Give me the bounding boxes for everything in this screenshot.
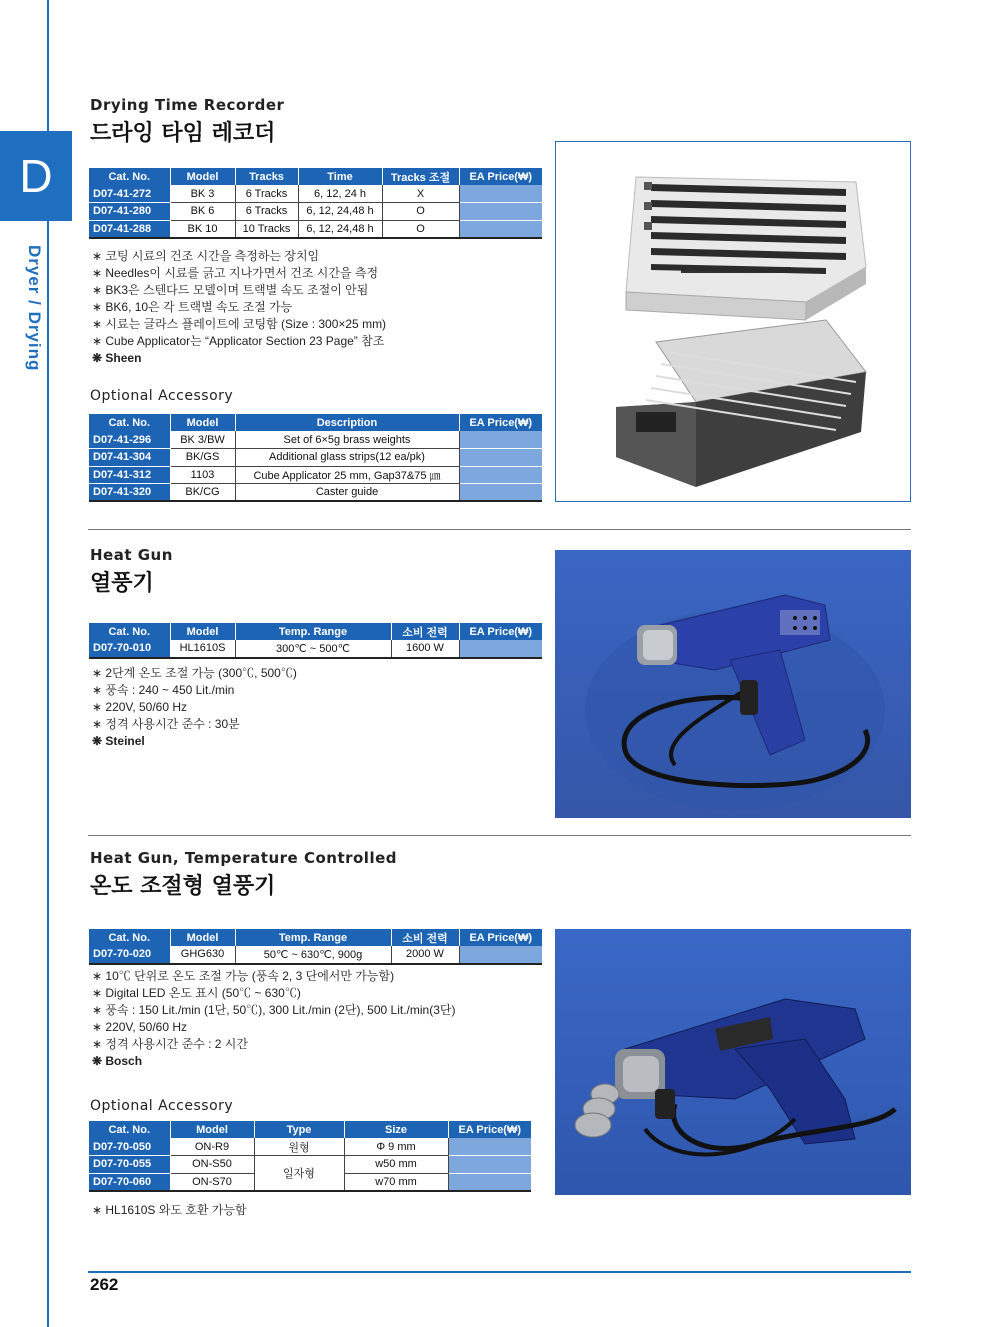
time: 6, 12, 24,48 h (298, 220, 382, 238)
cat-no: D07-70-050 (89, 1138, 170, 1156)
cat-no: D07-41-320 (89, 484, 170, 502)
temp-range: 300℃ ~ 500℃ (235, 640, 391, 658)
model: BK 3/BW (170, 431, 235, 449)
note-line: ∗ 220V, 50/60 Hz (92, 700, 188, 714)
size: w70 mm (344, 1173, 448, 1191)
col-header: Description (235, 414, 459, 431)
accessory-title: Optional Accessory (90, 388, 234, 404)
model: GHG630 (170, 946, 235, 964)
drying-time-recorder-section (90, 96, 284, 147)
note-line: ∗ 10℃ 단위로 온도 조절 가능 (풍속 2, 3 단에서만 가능함) (92, 969, 395, 983)
model: BK 3 (170, 185, 235, 203)
tracks-adjust: O (382, 220, 459, 238)
note-line: ∗ 정격 사용시간 준수 : 30분 (92, 717, 240, 731)
description: Set of 6×5g brass weights (235, 431, 459, 449)
col-header: Model (170, 1121, 254, 1138)
tracks: 6 Tracks (235, 185, 298, 203)
model: 1103 (170, 466, 235, 484)
col-header: 소비 전력 (391, 623, 459, 640)
accessory-table-wrap (89, 414, 542, 502)
model: BK 6 (170, 203, 235, 221)
time: 6, 12, 24 h (298, 185, 382, 203)
col-header: Cat. No. (89, 623, 170, 640)
model: BK/GS (170, 449, 235, 467)
model: ON-S50 (170, 1156, 254, 1174)
col-header: EA Price(₩) (459, 414, 542, 431)
table-header (89, 623, 542, 640)
cat-no: D07-41-288 (89, 220, 170, 238)
size: w50 mm (344, 1156, 448, 1174)
temp-heat-gun-notes (92, 968, 455, 1070)
col-header: 소비 전력 (391, 929, 459, 946)
description: Cube Applicator 25 mm, Gap37&75 ㎛ (235, 466, 459, 484)
col-header: Model (170, 623, 235, 640)
temp-range: 50℃ ~ 630℃, 900g (235, 946, 391, 964)
section-title-en: Heat Gun (90, 546, 173, 564)
note-line: ∗ 2단계 온도 조절 가능 (300℃, 500℃) (92, 666, 297, 680)
cat-no: D07-41-312 (89, 466, 170, 484)
section-vertical-label: Dryer / Drying (25, 245, 44, 372)
price-cell (459, 220, 542, 238)
bosch-heat-gun-photo (555, 929, 911, 1195)
price-cell (448, 1156, 531, 1174)
note-line: ∗ 정격 사용시간 준수 : 2 시간 (92, 1037, 248, 1051)
col-header: Cat. No. (89, 414, 170, 431)
price-cell (459, 203, 542, 221)
cat-no: D07-41-304 (89, 449, 170, 467)
table-row (89, 1156, 531, 1174)
description: Additional glass strips(12 ea/pk) (235, 449, 459, 467)
nozzle-table (89, 1121, 531, 1192)
brand-line: ❋ Bosch (92, 1054, 143, 1068)
accessory-title: Optional Accessory (90, 1098, 234, 1114)
cat-no: D07-41-280 (89, 203, 170, 221)
section-title-ko: 열풍기 (90, 571, 154, 596)
section-title-ko: 온도 조절형 열풍기 (90, 874, 276, 899)
compat-note: ∗ HL1610S 와도 호환 가능함 (92, 1203, 247, 1217)
nozzle-table-wrap (89, 1121, 531, 1192)
cat-no: D07-70-020 (89, 946, 170, 964)
model: ON-R9 (170, 1138, 254, 1156)
note-line: ∗ Needles이 시료를 긁고 지나가면서 건조 시간을 측정 (92, 266, 379, 280)
cat-no: D07-70-010 (89, 640, 170, 658)
col-header: Cat. No. (89, 1121, 170, 1138)
note-line: ∗ 코팅 시료의 건조 시간을 측정하는 장치임 (92, 249, 320, 263)
table-header (89, 414, 542, 431)
col-header: EA Price(₩) (448, 1121, 531, 1138)
cat-no: D07-41-296 (89, 431, 170, 449)
heat-gun-photo (555, 550, 911, 818)
table-row (89, 1138, 531, 1156)
price-cell (448, 1138, 531, 1156)
price-cell (459, 640, 542, 658)
heat-gun-table-wrap (89, 623, 542, 659)
price-cell (459, 431, 542, 449)
model: BK/CG (170, 484, 235, 502)
price-cell (459, 466, 542, 484)
price-cell (459, 185, 542, 203)
table-row (89, 466, 542, 484)
table-row (89, 203, 542, 221)
col-header: Tracks 조절 (382, 168, 459, 185)
note-line: ∗ Digital LED 온도 표시 (50℃ ~ 630℃) (92, 986, 301, 1000)
time: 6, 12, 24,48 h (298, 203, 382, 221)
col-header: Temp. Range (235, 623, 391, 640)
section-title-ko: 드라잉 타임 레코더 (90, 121, 276, 146)
table-header (89, 1121, 531, 1138)
type: 일자형 (254, 1156, 344, 1191)
table-row (89, 185, 542, 203)
note-line: ∗ BK6, 10은 각 트랙별 속도 조절 가능 (92, 300, 293, 314)
section-tab: D (0, 131, 72, 221)
col-header: Model (170, 168, 235, 185)
model: ON-S70 (170, 1173, 254, 1191)
recorder-notes (92, 248, 386, 367)
cat-no: D07-41-272 (89, 185, 170, 203)
col-header: Cat. No. (89, 929, 170, 946)
table-row (89, 220, 542, 238)
temp-controlled-heat-gun-section (90, 849, 397, 900)
tracks: 6 Tracks (235, 203, 298, 221)
col-header: Time (298, 168, 382, 185)
heat-gun-table (89, 623, 542, 659)
note-line: ∗ BK3은 스텐다드 모델이며 트랙별 속도 조절이 안됨 (92, 283, 369, 297)
section-title-en: Heat Gun, Temperature Controlled (90, 849, 398, 867)
accessory-table (89, 414, 542, 502)
col-header: EA Price(₩) (459, 929, 542, 946)
brand-line: ❋ Sheen (92, 351, 142, 365)
model: BK 10 (170, 220, 235, 238)
col-header: Type (254, 1121, 344, 1138)
note-line: ∗ 시료는 글라스 플레이트에 코팅함 (Size : 300×25 mm) (92, 317, 387, 331)
power: 1600 W (391, 640, 459, 658)
table-header (89, 168, 542, 185)
heat-gun-section (90, 546, 173, 597)
type: 원형 (254, 1138, 344, 1156)
tracks: 10 Tracks (235, 220, 298, 238)
table-row (89, 449, 542, 467)
recorder-table (89, 168, 542, 239)
drying-recorder-photo (555, 141, 911, 502)
price-cell (459, 449, 542, 467)
page-number: 262 (90, 1275, 119, 1294)
col-header: Model (170, 414, 235, 431)
size: Φ 9 mm (344, 1138, 448, 1156)
table-row (89, 484, 542, 502)
col-header: Size (344, 1121, 448, 1138)
section-title-en: Drying Time Recorder (90, 96, 285, 114)
note-line: ∗ 풍속 : 150 Lit./min (1단, 50℃), 300 Lit./min (2단), 500 Lit./min(3단) (92, 1003, 456, 1017)
cat-no: D07-70-060 (89, 1173, 170, 1191)
recorder-table-wrap (89, 168, 542, 239)
note-line: ∗ 풍속 : 240 ~ 450 Lit./min (92, 683, 235, 697)
col-header: Temp. Range (235, 929, 391, 946)
table-row (89, 946, 542, 964)
power: 2000 W (391, 946, 459, 964)
col-header: Model (170, 929, 235, 946)
temp-heat-gun-table (89, 929, 542, 965)
table-row (89, 431, 542, 449)
price-cell (459, 484, 542, 502)
tracks-adjust: X (382, 185, 459, 203)
temp-heat-gun-table-wrap (89, 929, 542, 965)
tracks-adjust: O (382, 203, 459, 221)
note-line: ∗ 220V, 50/60 Hz (92, 1020, 188, 1034)
description: Caster guide (235, 484, 459, 502)
section-divider (88, 529, 911, 530)
price-cell (459, 946, 542, 964)
section-divider (88, 835, 911, 836)
footer-rule (88, 1271, 911, 1273)
table-header (89, 929, 542, 946)
price-cell (448, 1173, 531, 1191)
col-header: EA Price(₩) (459, 168, 542, 185)
model: HL1610S (170, 640, 235, 658)
col-header: EA Price(₩) (459, 623, 542, 640)
col-header: Cat. No. (89, 168, 170, 185)
heat-gun-notes (92, 665, 297, 750)
note-line: ∗ Cube Applicator는 “Applicator Section 23 Page” 참조 (92, 334, 385, 348)
col-header: Tracks (235, 168, 298, 185)
table-row (89, 640, 542, 658)
brand-line: ❋ Steinel (92, 734, 145, 748)
cat-no: D07-70-055 (89, 1156, 170, 1174)
